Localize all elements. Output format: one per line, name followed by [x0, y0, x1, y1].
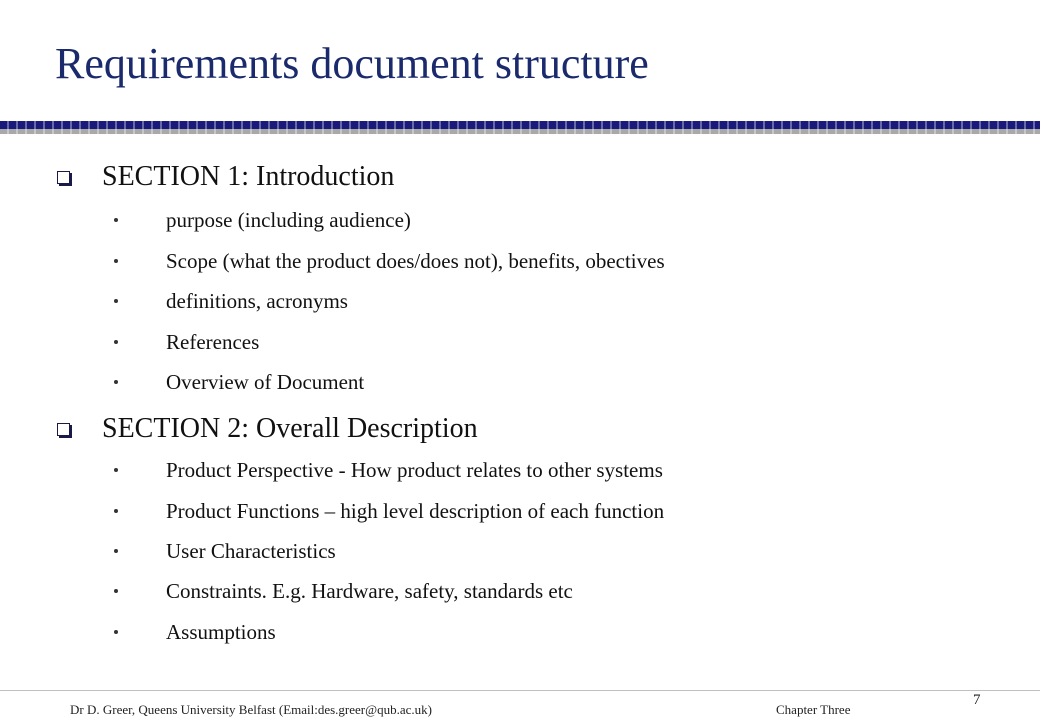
- bullet-dot-icon: [114, 340, 118, 344]
- list-item: [114, 328, 259, 356]
- list-item: [114, 537, 336, 565]
- list-item: [114, 368, 364, 396]
- list-item: [114, 618, 276, 646]
- bullet-dot-icon: [114, 380, 118, 384]
- checkbox-bullet-icon: [57, 171, 70, 184]
- list-item: [114, 247, 665, 275]
- footer-author: Dr D. Greer, Queens University Belfast (Email:des.greer@qub.ac.uk): [70, 702, 432, 717]
- list-item-text: Overview of Document: [166, 370, 365, 394]
- list-item-text: Product Functions – high level description of each function: [166, 499, 665, 523]
- footer-divider: [0, 690, 1040, 691]
- list-item: [114, 497, 664, 525]
- bullet-dot-icon: [114, 630, 118, 634]
- list-item-text: Scope (what the product does/does not), benefits, obectives: [166, 249, 665, 273]
- list-item: [114, 456, 663, 484]
- bullet-dot-icon: [114, 509, 118, 513]
- list-item-text: Product Perspective - How product relates to other systems: [166, 458, 663, 482]
- bullet-dot-icon: [114, 259, 118, 263]
- section-heading-1: [57, 160, 394, 194]
- page-number: 7: [973, 692, 981, 708]
- section-heading-text: SECTION 2: Overall Description: [102, 413, 478, 444]
- bullet-dot-icon: [114, 218, 118, 222]
- list-item: [114, 287, 348, 315]
- list-item-text: References: [166, 330, 260, 354]
- bullet-dot-icon: [114, 589, 118, 593]
- list-item-text: purpose (including audience): [166, 208, 411, 232]
- list-item: [114, 206, 411, 234]
- list-item-text: definitions, acronyms: [166, 289, 348, 313]
- bullet-dot-icon: [114, 549, 118, 553]
- section-heading-text: SECTION 1: Introduction: [102, 161, 395, 192]
- bullet-dot-icon: [114, 299, 118, 303]
- footer-chapter: Chapter Three: [776, 702, 851, 717]
- list-item-text: Constraints. E.g. Hardware, safety, standards etc: [166, 579, 573, 603]
- list-item: [114, 577, 573, 605]
- list-item-text: Assumptions: [166, 620, 276, 644]
- slide-title: Requirements document structure: [55, 39, 649, 88]
- title-divider: [0, 121, 1040, 135]
- bullet-dot-icon: [114, 468, 118, 472]
- checkbox-bullet-icon: [57, 423, 70, 436]
- list-item-text: User Characteristics: [166, 539, 336, 563]
- section-heading-2: [57, 412, 478, 446]
